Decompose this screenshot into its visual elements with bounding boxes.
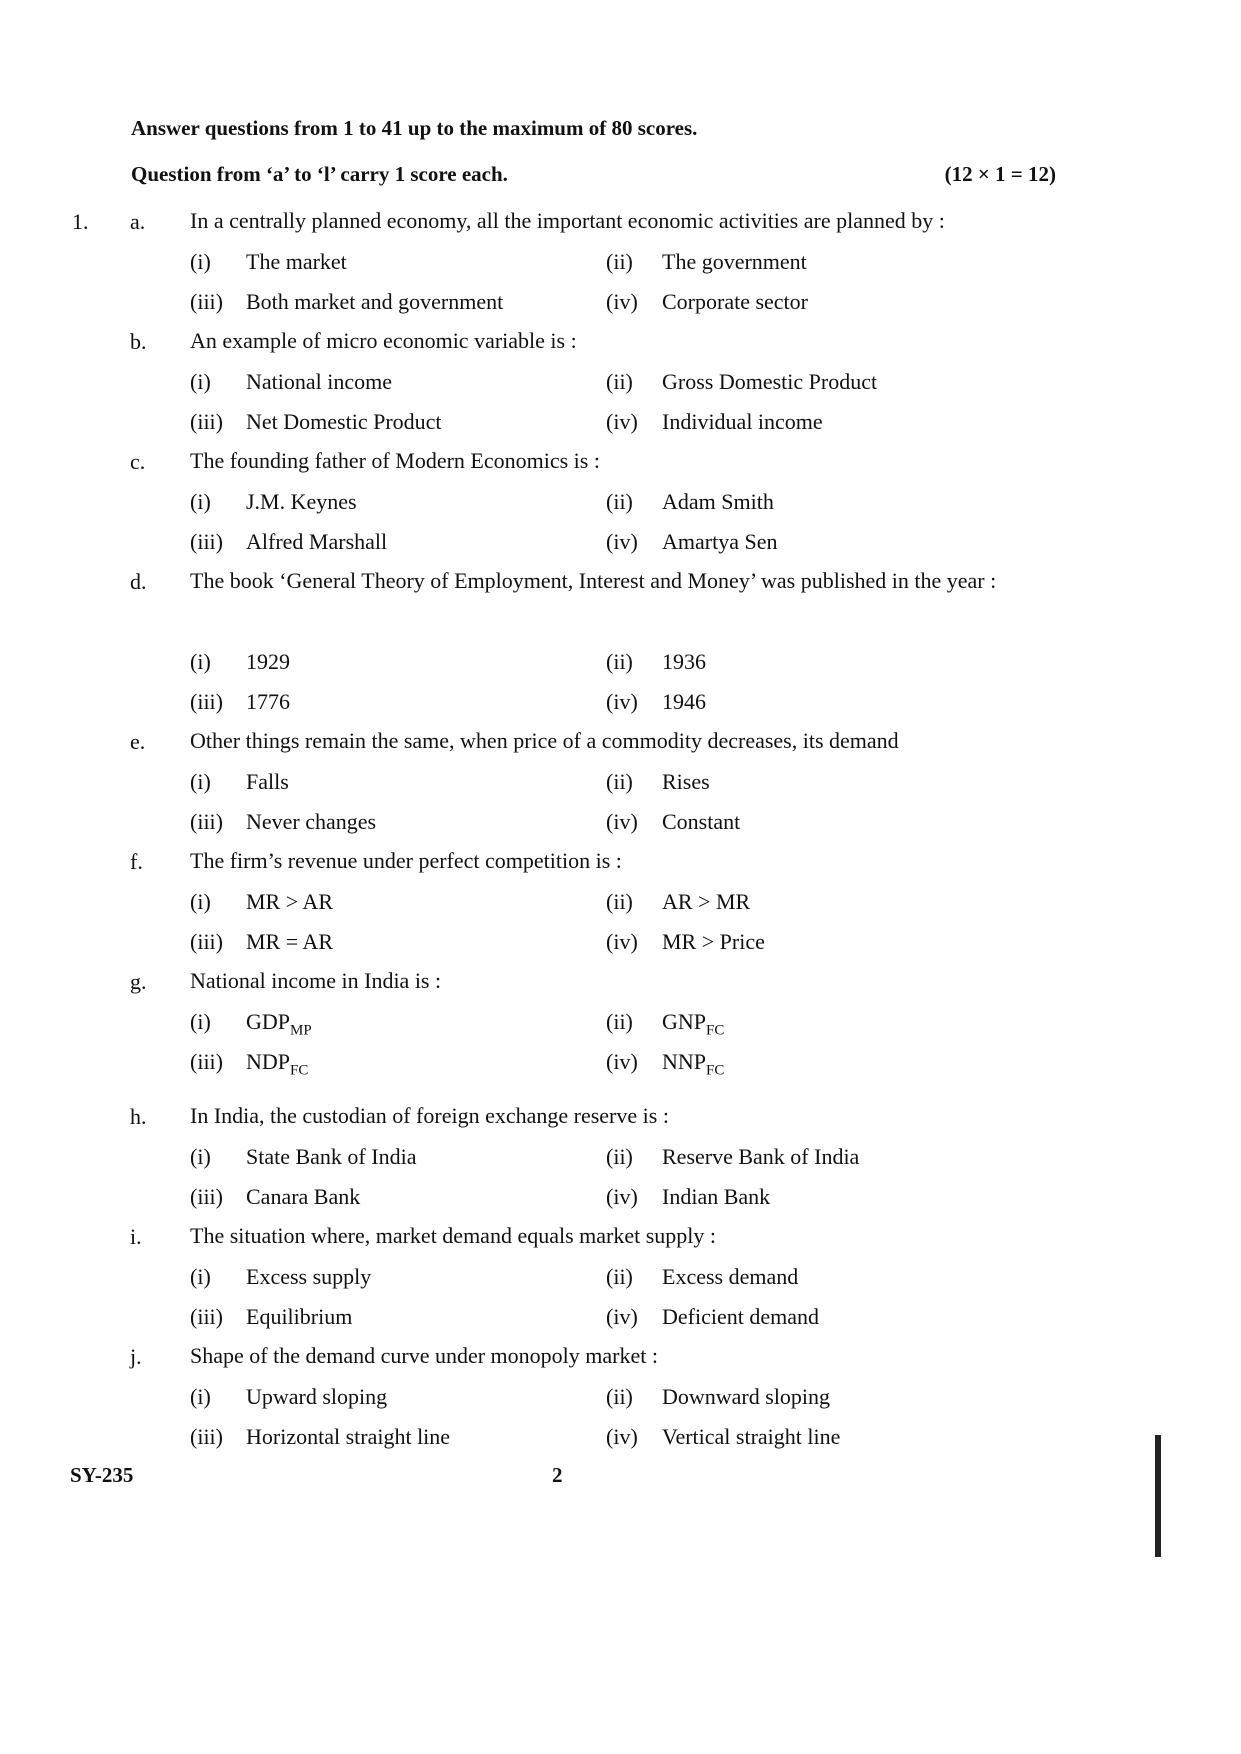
option-label: (iii): [190, 1049, 223, 1074]
option-label: (ii): [606, 649, 633, 674]
option-text-main: AR > MR: [662, 889, 751, 914]
option-subscript: FC: [706, 1062, 725, 1079]
question-text: Shape of the demand curve under monopoly market :: [190, 1343, 658, 1368]
option-text: [662, 1049, 724, 1079]
option-label: (ii): [606, 1264, 633, 1289]
option-text: [246, 1049, 308, 1079]
option-text: [246, 1184, 360, 1210]
option-text-main: Net Domestic Product: [246, 409, 442, 434]
option-text-main: Deficient demand: [662, 1304, 819, 1329]
option-text: [662, 649, 706, 675]
option-label: (iv): [606, 1304, 638, 1329]
option-label: (iv): [606, 809, 638, 834]
question-text: The situation where, market demand equals market supply :: [190, 1223, 717, 1248]
item-letter: c.: [130, 449, 146, 474]
item-letter: i.: [130, 1224, 142, 1249]
option-label: (iv): [606, 1424, 638, 1449]
option-label: (ii): [606, 249, 633, 274]
option-text: [662, 249, 807, 275]
option-text-main: State Bank of India: [246, 1144, 417, 1169]
option-label: (iii): [190, 689, 223, 714]
item-letter: f.: [130, 849, 143, 874]
option-text-main: Falls: [246, 769, 289, 794]
question-text: In a centrally planned economy, all the important economic activities are planned by :: [190, 208, 945, 233]
option-text: [662, 1384, 830, 1410]
item-letter: a.: [130, 209, 146, 234]
item-letter: g.: [130, 969, 147, 994]
option-text-main: Reserve Bank of India: [662, 1144, 860, 1169]
option-text: [246, 929, 333, 955]
option-text: [246, 529, 387, 555]
paper-code: SY-235: [70, 1463, 134, 1487]
option-text: [246, 769, 289, 795]
option-text: [246, 1009, 312, 1039]
option-text: [662, 289, 808, 315]
option-label: (ii): [606, 769, 633, 794]
option-label: (i): [190, 1009, 211, 1034]
instruction-line: Answer questions from 1 to 41 up to the maximum of 80 scores.: [131, 116, 698, 140]
item-letter: e.: [130, 729, 146, 754]
option-text-main: J.M. Keynes: [246, 489, 357, 514]
option-text: [246, 689, 290, 715]
option-label: (i): [190, 369, 211, 394]
option-text: [246, 889, 333, 915]
option-label: (iv): [606, 289, 638, 314]
option-text: [662, 1304, 819, 1330]
option-text-main: Upward sloping: [246, 1384, 388, 1409]
option-label: (iii): [190, 809, 223, 834]
option-text: [246, 369, 392, 395]
option-text-main: The government: [662, 249, 807, 274]
option-text-main: MR > AR: [246, 889, 333, 914]
question-text: National income in India is :: [190, 968, 442, 993]
page-number: 2: [552, 1463, 563, 1487]
option-label: (i): [190, 889, 211, 914]
option-subscript: FC: [290, 1062, 309, 1079]
option-text: [246, 1264, 371, 1290]
option-text: [246, 1144, 416, 1170]
option-label: (ii): [606, 1384, 633, 1409]
option-label: (iv): [606, 409, 638, 434]
question-text: The book ‘General Theory of Employment, Interest and Money’ was published in the year :: [190, 568, 997, 593]
option-text-main: NNP: [662, 1049, 707, 1074]
item-letter: d.: [130, 569, 147, 594]
option-text-main: 1929: [246, 649, 290, 674]
question-number: 1.: [72, 209, 89, 234]
option-text: [662, 889, 750, 915]
option-text: [246, 409, 442, 435]
option-label: (iv): [606, 929, 638, 954]
option-text-main: Amartya Sen: [662, 529, 778, 554]
option-text: [662, 529, 777, 555]
question-text: The firm’s revenue under perfect competition is :: [190, 848, 622, 873]
option-text: [246, 289, 503, 315]
option-label: (iii): [190, 529, 223, 554]
option-text-main: Adam Smith: [662, 489, 774, 514]
option-text-main: 1776: [246, 689, 290, 714]
option-text: [246, 809, 376, 835]
option-text-main: Never changes: [246, 809, 377, 834]
option-label: (i): [190, 1264, 211, 1289]
option-text-main: MR = AR: [246, 929, 333, 954]
option-text: [662, 1424, 840, 1450]
option-text-main: Constant: [662, 809, 741, 834]
option-text: [662, 769, 710, 795]
option-text: [662, 369, 877, 395]
question-text: In India, the custodian of foreign exchange reserve is :: [190, 1103, 669, 1128]
option-label: (iii): [190, 1184, 223, 1209]
option-text-main: Downward sloping: [662, 1384, 831, 1409]
question-text: An example of micro economic variable is :: [190, 328, 577, 353]
option-text: [246, 649, 290, 675]
option-text-main: Gross Domestic Product: [662, 369, 878, 394]
option-label: (iii): [190, 1304, 223, 1329]
option-text-main: Alfred Marshall: [246, 529, 388, 554]
option-label: (iii): [190, 929, 223, 954]
option-label: (i): [190, 769, 211, 794]
option-text: [662, 689, 706, 715]
option-label: (i): [190, 649, 211, 674]
option-text-main: NDP: [246, 1049, 291, 1074]
option-text: [662, 809, 740, 835]
option-subscript: FC: [706, 1022, 725, 1039]
option-text-main: 1946: [662, 689, 706, 714]
option-label: (i): [190, 489, 211, 514]
option-text-main: Excess supply: [246, 1264, 372, 1289]
option-text: [662, 1184, 770, 1210]
option-text: [246, 1424, 450, 1450]
option-text-main: Rises: [662, 769, 710, 794]
item-letter: h.: [130, 1104, 147, 1129]
score-label: (12 × 1 = 12): [944, 162, 1056, 186]
option-label: (iv): [606, 1049, 638, 1074]
option-label: (iii): [190, 1424, 223, 1449]
option-label: (iii): [190, 289, 223, 314]
option-text: [662, 1009, 724, 1039]
option-label: (iv): [606, 529, 638, 554]
scan-edge-mark: [1155, 1435, 1161, 1557]
option-text: [662, 1264, 798, 1290]
option-label: (iv): [606, 689, 638, 714]
option-label: (iii): [190, 409, 223, 434]
option-label: (i): [190, 249, 211, 274]
item-letter: j.: [130, 1344, 142, 1369]
option-text-main: Excess demand: [662, 1264, 799, 1289]
question-text: The founding father of Modern Economics is :: [190, 448, 600, 473]
option-text: [662, 409, 823, 435]
option-text-main: Indian Bank: [662, 1184, 771, 1209]
option-text-main: GNP: [662, 1009, 707, 1034]
option-label: (ii): [606, 369, 633, 394]
option-text: [662, 929, 765, 955]
option-text: [246, 489, 357, 515]
option-label: (i): [190, 1144, 211, 1169]
option-text-main: Vertical straight line: [662, 1424, 841, 1449]
option-label: (ii): [606, 489, 633, 514]
option-text-main: Horizontal straight line: [246, 1424, 451, 1449]
option-text-main: The market: [246, 249, 347, 274]
option-text-main: Equilibrium: [246, 1304, 353, 1329]
option-text: [662, 1144, 859, 1170]
option-text: [246, 249, 347, 275]
option-label: (ii): [606, 1009, 633, 1034]
option-text: [246, 1304, 352, 1330]
section-line: Question from ‘a’ to ‘l’ carry 1 score each.: [131, 162, 508, 186]
option-text-main: National income: [246, 369, 393, 394]
option-text: [246, 1384, 387, 1410]
option-text: [662, 489, 774, 515]
option-label: (ii): [606, 889, 633, 914]
option-text-main: Corporate sector: [662, 289, 808, 314]
option-label: (ii): [606, 1144, 633, 1169]
option-label: (iv): [606, 1184, 638, 1209]
option-label: (i): [190, 1384, 211, 1409]
question-text: Other things remain the same, when price of a commodity decreases, its demand: [190, 728, 899, 753]
option-text-main: Both market and government: [246, 289, 504, 314]
item-letter: b.: [130, 329, 147, 354]
option-text-main: Individual income: [662, 409, 823, 434]
option-text-main: GDP: [246, 1009, 291, 1034]
option-text-main: 1936: [662, 649, 706, 674]
option-text-main: Canara Bank: [246, 1184, 361, 1209]
option-subscript: MP: [290, 1022, 312, 1039]
option-text-main: MR > Price: [662, 929, 765, 954]
